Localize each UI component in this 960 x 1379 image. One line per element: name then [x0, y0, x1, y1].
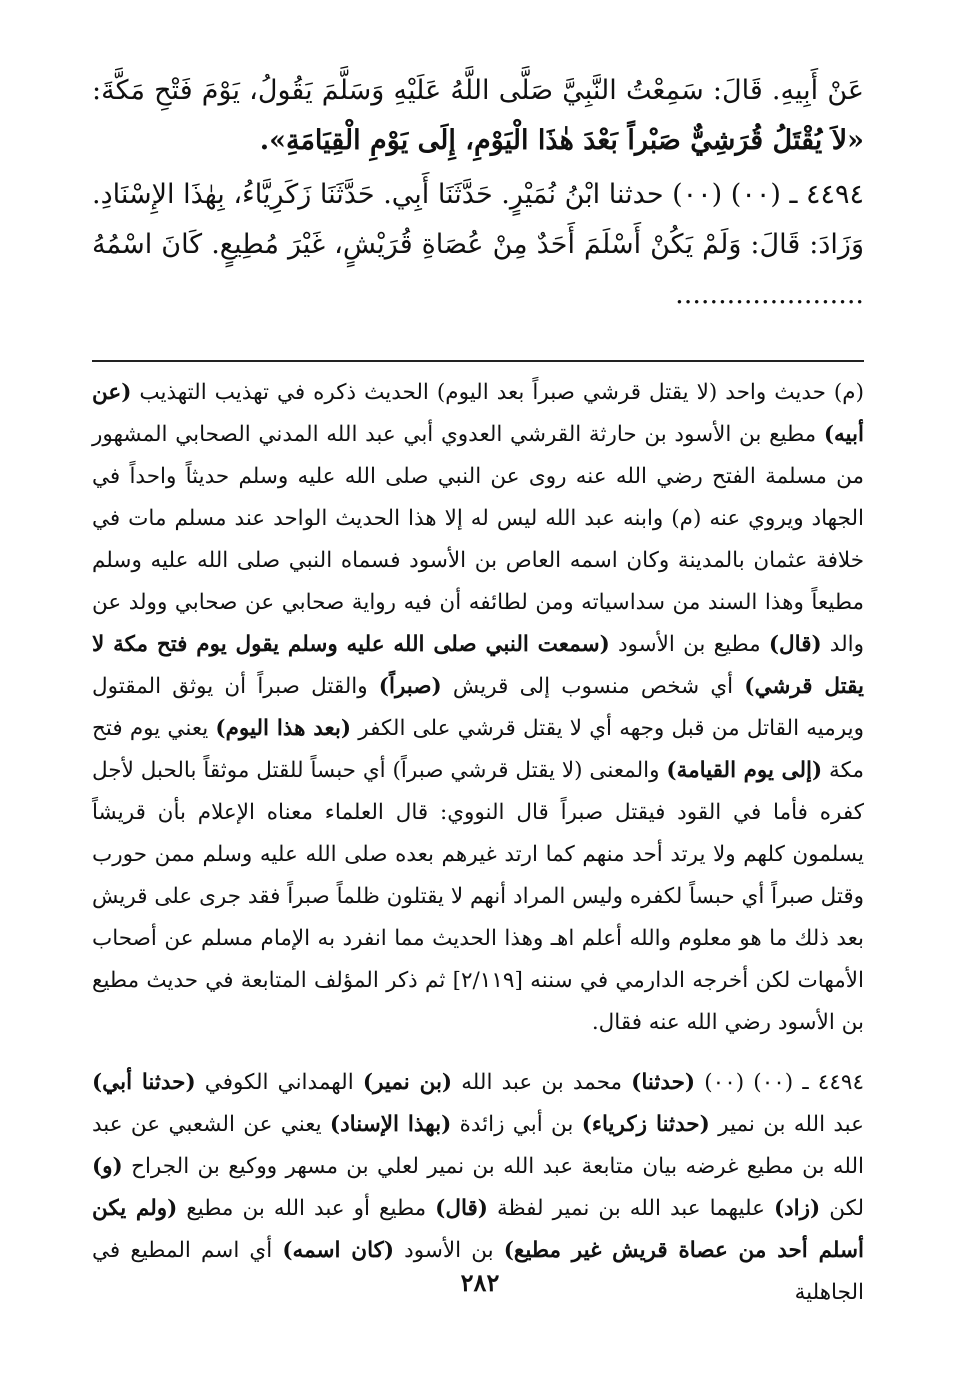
commentary-text: محمد بن عبد الله: [452, 1070, 632, 1095]
commentary-bold: (و): [92, 1154, 123, 1179]
page-body: [92, 66, 864, 1314]
page-number: ٢٨٢: [460, 1268, 500, 1297]
commentary-text: بن الأسود: [394, 1238, 504, 1263]
commentary-text: أي شخص منسوب إلى قريش: [441, 674, 745, 699]
commentary-text: مطيع بن الأسود بن حارثة القرشي العدوي أبي عبد الله المدني الصحابي المشهور من مسلمة الفتح رضي الله عنه روى عن النبي صلى الله عليه وسلم حديثاً واحداً في الجهاد ويروي عنه (م) وابنه عبد الله ليس له إلا هذا الحديث الواحد عند مسلم مات في خلافة عثمان بالمدينة وكان اسمه العاص بن الأسود فسماه النبي صلى الله عليه وسلم مطيعاً وهذا السند من سداسياته ومن لطائفه أن فيه رواية صحابي عن صحابي وولد عن والد: [92, 422, 865, 657]
footnote-divider: [92, 360, 864, 362]
commentary: [92, 372, 864, 1314]
commentary-bold: (حدثنا زكرياء): [581, 1112, 710, 1137]
commentary-bold: (حدثنا أبي): [92, 1070, 196, 1095]
commentary-text: الهمداني الكوفي: [195, 1070, 363, 1095]
commentary-text: ٤٤٩٤ ـ (٠٠) (٠٠): [695, 1070, 864, 1095]
commentary-bold: (إلى يوم القيامة): [666, 758, 823, 783]
commentary-text: والقتل صبراً أن يوثق المقتول ويرميه القاتل من قبل وجهه أي لا يقتل قرشي على الكفر: [92, 674, 864, 741]
commentary-bold: (كان اسمه): [282, 1238, 395, 1263]
commentary-bold: (بهذا الإسناد): [329, 1112, 452, 1137]
commentary-bold: (صبراً): [378, 674, 442, 699]
commentary-text: عليهما عبد الله بن نمير لفظة: [487, 1196, 774, 1221]
commentary-bold: (سمعت النبي صلى الله عليه وسلم يقول يوم فتح مكة لا يقتل قرشي): [92, 632, 864, 699]
commentary-text: مطيع أو عبد الله بن مطيع: [177, 1196, 436, 1221]
commentary-text: عبد الله بن نمير: [709, 1112, 864, 1137]
commentary-text: بن أبي زائدة: [451, 1112, 582, 1137]
commentary-bold: (عن أبيه): [92, 380, 864, 447]
hadith-text: [92, 66, 864, 320]
commentary-text: مطيع بن الأسود: [609, 632, 769, 657]
commentary-bold: (حدثنا): [631, 1070, 696, 1095]
commentary-text: يعني عن الشعبي عن عبد الله بن مطيع غرضه بيان متابعة عبد الله بن نمير لعلي بن مسهر ووكيع بن الجراح: [92, 1112, 864, 1179]
commentary-bold: (زاد): [773, 1196, 821, 1221]
commentary-text: يعني يوم فتح مكة: [92, 716, 864, 783]
commentary-paragraph-1: [92, 372, 864, 1044]
commentary-text: (م) حديث واحد (لا يقتل قرشي صبراً بعد اليوم) الحديث ذكره في تهذيب التهذيب: [131, 380, 864, 405]
hadith-narration: عَنْ أَبِيهِ. قَالَ: سَمِعْتُ النَّبِيَّ صَلَّى اللَّهُ عَلَيْهِ وَسَلَّمَ يَقُولُ، يَوْمَ فَتْحِ مَكَّةَ:: [92, 75, 864, 106]
commentary-bold: (بعد هذا اليوم): [215, 716, 352, 741]
commentary-bold: (ولم يكن أسلم أحد من عصاة قريش غير مطيع): [92, 1196, 864, 1263]
commentary-bold: (بن نمير): [362, 1070, 453, 1095]
hadith-paragraph-1: [92, 66, 864, 166]
hadith-paragraph-2: ٤٤٩٤ ـ (٠٠) (٠٠) حدثنا ابْنُ نُمَيْرٍ. حَدَّثَنَا أَبِي. حَدَّثَنَا زَكَرِيَّاءُ، بِهٰذَا الإِسْنَادِ. وَزَادَ: قَالَ: وَلَمْ يَكُنْ أَسْلَمَ أَحَدٌ مِنْ عُصَاةِ قُرَيْشٍ، غَيْرَ مُطِيعٍ. كَانَ اسْمُهُ ......................: [92, 179, 864, 310]
commentary-bold: (قال): [768, 632, 822, 657]
commentary-bold: (قال): [435, 1196, 488, 1221]
commentary-text: أي اسم المطيع في الجاهلية: [92, 1238, 864, 1305]
hadith-quote: «لاَ يُقْتَلُ قُرَشِيٌّ صَبْراً بَعْدَ هٰذَا الْيَوْمِ، إِلَى يَوْمِ الْقِيَامَةِ».: [259, 125, 864, 156]
commentary-text: لكن: [820, 1196, 865, 1221]
commentary-text: والمعنى (لا يقتل قرشي صبراً) أي حبساً للقتل موثقاً بالحبل لأجل كفره فأما في القود فيقتل صبراً قال النووي: قال العلماء معناه الإعلام بأن قريشاً يسلمون كلهم ولا يرتد أحد منهم كما ارتد غيرهم بعده صلى الله عليه وسلم ممن حورب وقتل صبراً أي حبساً لكفره وليس المراد أنهم لا يقتلون ظلماً صبراً فقد جرى على قريش بعد ذلك ما هو معلوم والله أعلم اهـ وهذا الحديث مما انفرد به الإمام مسلم عن أصحاب الأمهات لكن أخرجه الدارمي في سننه [٢/١١٩] ثم ذكر المؤلف المتابعة في حديث مطيع بن الأسود رضي الله عنه فقال.: [92, 758, 864, 1035]
